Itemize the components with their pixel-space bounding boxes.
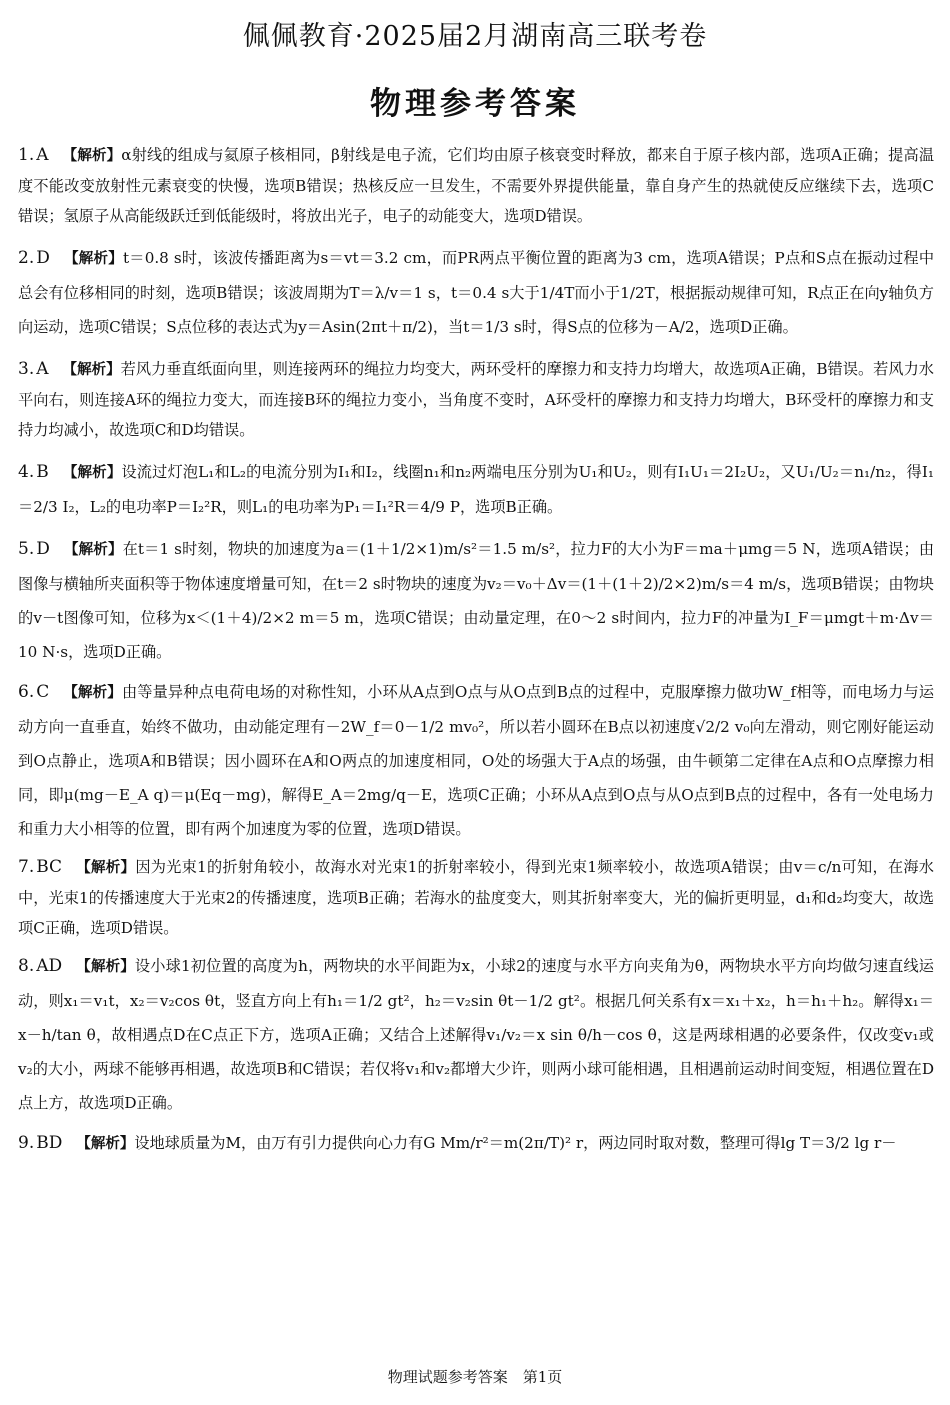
question-answer: A [36,145,49,165]
answer-item-9 [18,1126,934,1161]
question-number: 9. [18,1133,35,1153]
analysis-text: 设小球1初位置的高度为h，两物块的水平间距为x，小球2的速度与水平方向夹角为θ，两物块水平方向均做匀速直线运动，则x₁＝v₁t，x₂＝v₂cos θt，竖直方向上有h₁＝1/2 gt²，h₂＝v₂sin θt－1/2 gt²。根据几何关系有x＝x₁＋x₂，h＝h₁＋h₂。解得x₁＝x－h/tan θ，故相遇点D在C点正下方，选项A正确；又结合上述解得v₁/v₂＝x sin θ/h－cos θ，这是两球相遇的必要条件，仅改变v₁或v₂的大小，两球不能够再相遇，故选项B和C错误；若仅将v₁和v₂都增大少许，则两小球可能相遇，且相遇前运动时间变短，相遇位置在D点上方，故选项D正确。 [18,957,934,1112]
question-number: 8. [18,956,35,976]
analysis-tag: 【解析】 [76,959,135,975]
answer-item-7 [18,852,934,943]
analysis-text: t＝0.8 s时，该波传播距离为s＝vt＝3.2 cm，而PR两点平衡位置的距离为3 cm，选项A错误；P点和S点在振动过程中总会有位移相同的时刻，选项B错误；该波周期为T＝λ/v＝1 s，t＝0.4 s大于1/4T而小于1/2T，根据振动规律可知，R点正在向y轴负方向运动，选项C错误；S点位移的表达式为y＝Asin(2πt＋π/2)，当t＝1/3 s时，得S点的位移为－A/2，选项D正确。 [18,249,935,336]
question-number: 4. [18,462,35,482]
question-answer: D [36,248,50,268]
analysis-tag: 【解析】 [62,465,122,481]
answer-item-5 [18,532,934,669]
analysis-text: 设地球质量为M，由万有引力提供向心力有G Mm/r²＝m(2π/T)² r，两边同时取对数，整理可得lg T＝3/2 lg r－ [134,1134,897,1152]
question-number: 6. [18,682,35,702]
analysis-text: 因为光束1的折射角较小，故海水对光束1的折射率较小，得到光束1频率较小，故选项A错误；由v＝c/n可知，在海水中，光束1的传播速度大于光束2的传播速度，选项B正确；若海水的盐度变大，则其折射率变大，光的偏折更明显，d₁和d₂均变大，故选项C正确，选项D错误。 [18,858,934,937]
analysis-tag: 【解析】 [63,685,122,701]
question-number: 2. [18,248,35,268]
page-footer: 物理试题参考答案 第1页 [387,1368,563,1386]
page-title: 物理参考答案 [370,86,580,122]
answer-item-8 [18,949,934,1120]
answer-item-4 [18,455,934,524]
answer-item-6 [18,675,934,846]
question-answer: D [36,539,50,559]
question-answer: AD [36,956,63,976]
question-answer: BD [36,1133,63,1153]
exam-header: 佩佩教育·2025届2月湖南高三联考卷 [242,21,708,52]
question-number: 5. [18,539,35,559]
question-number: 1. [18,145,35,165]
analysis-text: α射线的组成与氦原子核相同，β射线是电子流，它们均由原子核衰变时释放，都来自于原子核内部，选项A正确；提高温度不能改变放射性元素衰变的快慢，选项B错误；热核反应一旦发生，不需要外界提供能量，靠自身产生的热就使反应继续下去，选项C错误；氢原子从高能级跃迁到低能级时，将放出光子，电子的动能变大，选项D错误。 [18,146,935,225]
analysis-text: 由等量异种点电荷电场的对称性知，小环从A点到O点与从O点到B点的过程中，克服摩擦力做功W_f相等，而电场力与运动方向一直垂直，始终不做功，由动能定理有－2W_f＝0－1/2 mv₀²，所以若小圆环在B点以初速度√2/2 v₀向左滑动，则它刚好能运动到O点静止，选项A和B错误；因小圆环在A和O两点的加速度相同，O处的场强大于A点的场强，由牛顿第二定律在A点和O点摩擦力相同，即μ(mg－E_A q)＝μ(Eq－mg)，解得E_A＝2mg/q－E，选项C正确；小环从A点到O点与从O点到B点的过程中，各有一处电场力和重力大小相等的位置，即有两个加速度为零的位置，选项D错误。 [18,683,935,838]
analysis-text: 若风力垂直纸面向里，则连接两环的绳拉力均变大，两环受杆的摩擦力和支持力均增大，故选项A正确，B错误。若风力水平向右，则连接A环的绳拉力变大，而连接B环的绳拉力变小，当角度不变时，A环受杆的摩擦力和支持力均增大，B环受杆的摩擦力和支持力均减小，故选项C和D均错误。 [18,360,934,439]
analysis-tag: 【解析】 [62,362,121,378]
answer-item-1 [18,140,934,231]
analysis-tag: 【解析】 [76,1136,135,1152]
analysis-text: 设流过灯泡L₁和L₂的电流分别为I₁和I₂，线圈n₁和n₂两端电压分别为U₁和U₂，则有I₁U₁＝2I₂U₂，又U₁/U₂＝n₁/n₂，得I₁＝2/3 I₂，L₂的电功率P＝I₂²R，则L₁的电功率为P₁＝I₁²R＝4/9 P，选项B正确。 [18,463,934,516]
answer-list [18,140,934,1161]
question-answer: C [36,682,50,702]
answer-item-2 [18,241,934,344]
question-number: 7. [18,857,35,877]
question-answer: BC [36,857,63,877]
analysis-tag: 【解析】 [63,251,123,267]
analysis-tag: 【解析】 [63,542,123,558]
analysis-tag: 【解析】 [62,148,122,164]
question-number: 3. [18,359,35,379]
question-answer: A [36,359,49,379]
analysis-text: 在t＝1 s时刻，物块的加速度为a＝(1＋1/2×1)m/s²＝1.5 m/s²，拉力F的大小为F＝ma＋μmg＝5 N，选项A错误；由图像与横轴所夹面积等于物体速度增量可知，在t＝2 s时物块的速度为v₂＝v₀＋Δv＝(1＋(1＋2)/2×2)m/s＝4 m/s，选项B错误；由物块的v－t图像可知，位移为x＜(1＋4)/2×2 m＝5 m，选项C错误；由动量定理，在0～2 s时间内，拉力F的冲量为I_F＝μmgt＋m·Δv＝10 N·s，选项D正确。 [18,540,935,661]
analysis-tag: 【解析】 [76,860,136,876]
question-answer: B [36,462,49,482]
answer-item-3 [18,354,934,445]
